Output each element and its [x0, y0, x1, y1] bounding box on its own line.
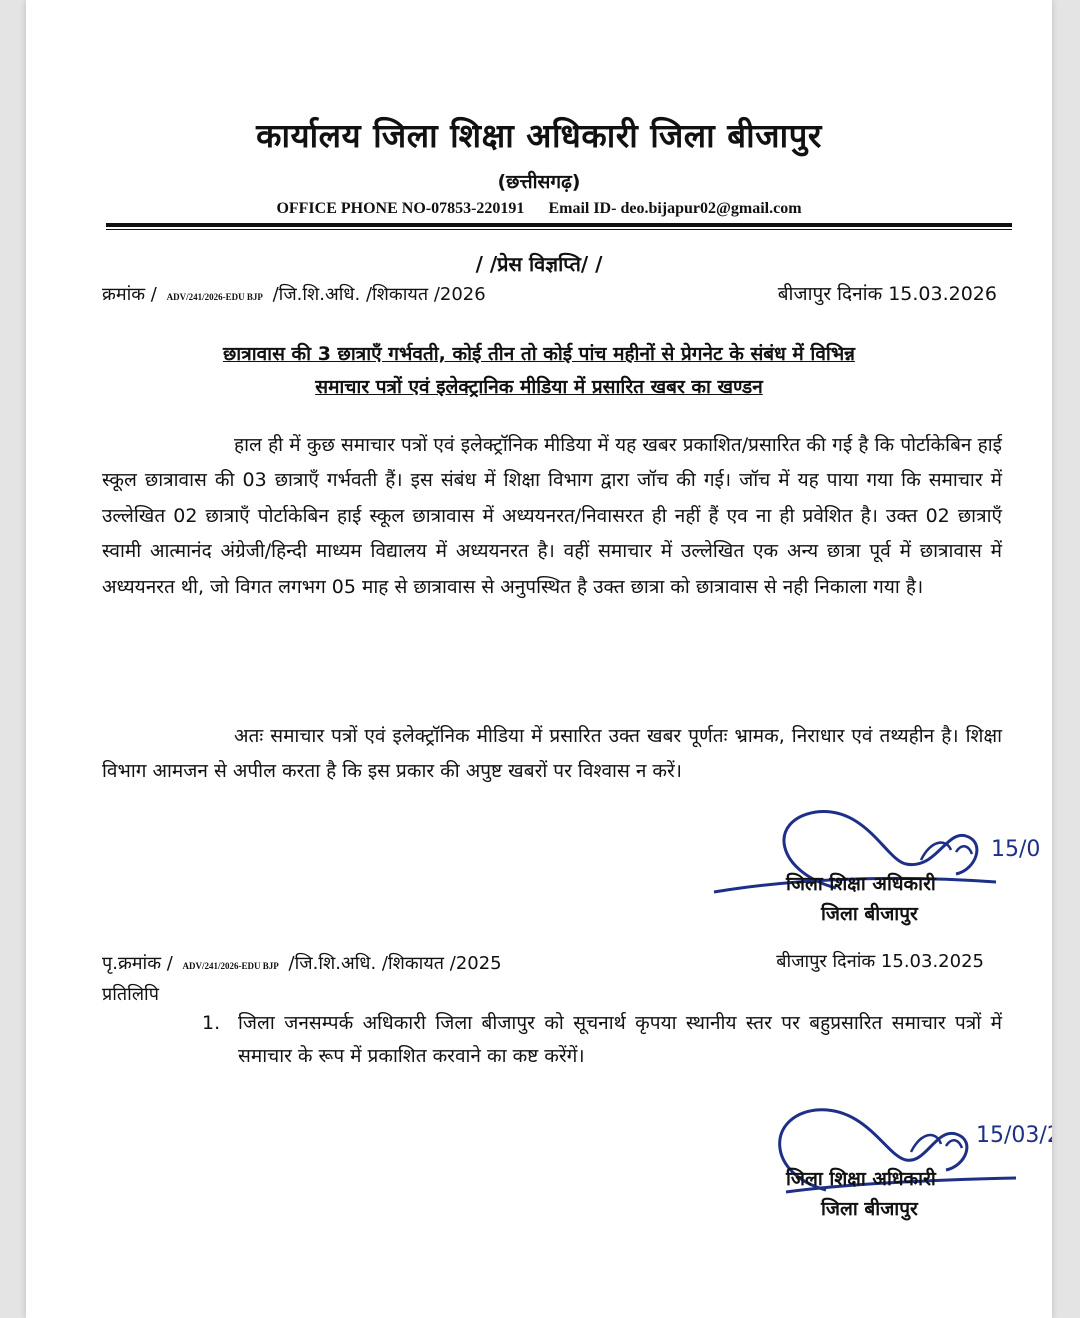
header-divider-thin: [106, 229, 1012, 230]
press-release-label: / /प्रेस विज्ञप्ति/ /: [475, 252, 603, 276]
forwarding-suffix: /जि.शि.अधि. /शिकायत /2025: [288, 953, 502, 974]
signature-2-date: 15/03/2: [976, 1123, 1061, 1148]
reference-code: ADV/241/2026-EDU BJP: [166, 292, 263, 302]
list-item-text: जिला जनसम्पर्क अधिकारी जिला बीजापुर को सूचनार्थ कृपया स्थानीय स्तर पर बहुप्रसारित समाचार पत्रों में समाचार के रूप में प्रकाशित करवाने का कष्ट करेंगें।: [238, 1012, 1002, 1067]
list-item-number: 1.: [202, 1012, 221, 1034]
forwarding-reference: [102, 951, 502, 975]
copy-label: प्रतिलिपि: [102, 984, 159, 1005]
reference-suffix: /जि.शि.अधि. /शिकायत /2026: [272, 284, 486, 305]
signature-1-date: 15/0: [991, 837, 1041, 862]
headline-line-2: समाचार पत्रों एवं इलेक्ट्रानिक मीडिया में प्रसारित खबर का खण्डन: [315, 376, 763, 398]
state-name: (छत्तीसगढ़): [497, 171, 581, 193]
signature-2-designation: जिला शिक्षा अधिकारी: [786, 1168, 936, 1190]
forwarding-code: ADV/241/2026-EDU BJP: [182, 961, 279, 971]
signature-1-district: जिला बीजापुर: [821, 903, 918, 925]
paragraph-2-text: अतः समाचार पत्रों एवं इलेक्ट्रॉनिक मीडिया में प्रसारित उक्त खबर पूर्णतः भ्रामक, निराधार एवं तथ्यहीन है। शिक्षा विभाग आमजन से अपील करता है कि इस प्रकार की अपुष्ट खबरों पर विश्वास न करें।: [102, 725, 1002, 783]
office-phone: OFFICE PHONE NO-07853-220191: [276, 200, 525, 217]
forwarding-date: बीजापुर दिनांक 15.03.2025: [776, 951, 984, 972]
body-paragraph-2: [102, 719, 1002, 790]
office-email: Email ID- deo.bijapur02@gmail.com: [548, 200, 802, 217]
copy-list: [202, 1007, 1002, 1073]
document-page: [26, 0, 1061, 1318]
reference-prefix: क्रमांक /: [102, 284, 157, 305]
contact-line: [26, 200, 1052, 218]
signature-1-designation: जिला शिक्षा अधिकारी: [786, 873, 936, 895]
forwarding-prefix: पृ.क्रमांक /: [102, 953, 173, 974]
body-paragraph-1: [102, 428, 1002, 605]
paragraph-1-text: हाल ही में कुछ समाचार पत्रों एवं इलेक्ट्रॉनिक मीडिया में यह खबर प्रकाशित/प्रसारित की गई है कि पोर्टाकेबिन हाई स्कूल छात्रावास की 03 छात्राएँ गर्भवती हैं। इस संबंध में शिक्षा विभाग द्वारा जॉच की गई। जॉच में यह पाया गया कि समाचार में उल्लेखित 02 छात्राएँ पोर्टाकेबिन हाई स्कूल छात्रावास में अध्ययनरत/निवासरत ही नहीं हैं एव ना ही प्रवेशित है। उक्त 02 छात्राएँ स्वामी आत्मानंद अंग्रेजी/हिन्दी माध्यम विद्यालय में अध्ययनरत है। वहीं समाचार में उल्लेखित एक अन्य छात्रा पूर्व में छात्रावास में अध्ययनरत थी, जो विगत लगभग 05 माह से छात्रावास से अनुपस्थित है उक्त छात्रा को छात्रावास से नही निकाला गया है।: [102, 434, 1002, 598]
list-item: [202, 1007, 1002, 1073]
headline-line-1: छात्रावास की 3 छात्राएँ गर्भवती, कोई तीन तो कोई पांच महीनों से प्रेगनेट के संबंध में विभिन्न: [222, 343, 856, 365]
reference-number: [102, 282, 486, 306]
office-title: कार्यालय जिला शिक्षा अधिकारी जिला बीजापुर: [256, 116, 822, 155]
header-divider-thick: [106, 223, 1012, 227]
signature-2-district: जिला बीजापुर: [821, 1198, 918, 1220]
issue-date: बीजापुर दिनांक 15.03.2026: [777, 283, 997, 305]
